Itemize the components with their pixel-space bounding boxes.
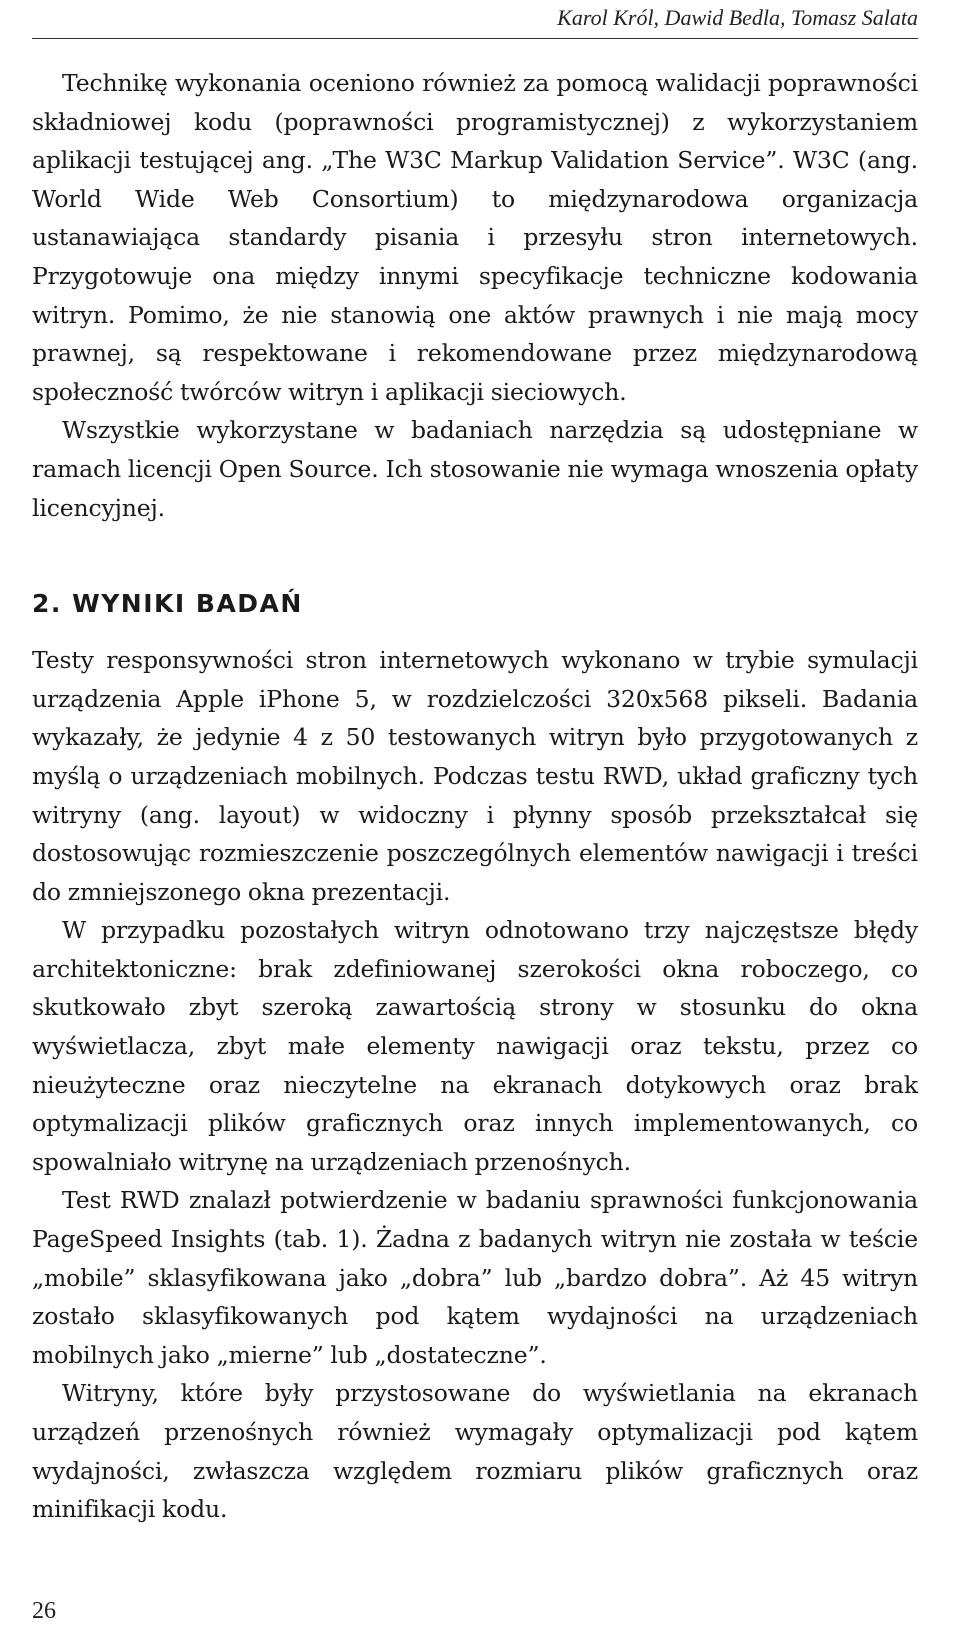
header-rule <box>32 38 918 39</box>
paragraph-validation: Technikę wykonania oceniono również za pomocą walidacji poprawności składniowej kodu (poprawności programistycznej) z wykorzystaniem aplikacji testującej ang. „The W3C Markup Validation Service”. W3C (ang. World Wide Web Consortium) to międzynarodowa organizacja ustanawiająca standardy pisania i przesyłu stron internetowych. Przygotowuje ona między innymi specyfikacje techniczne kodowania witryn. Pomimo, że nie stanowią one aktów prawnych i nie mają mocy prawnej, są respektowane i rekomendowane przez międzynarodową społeczność twórców witryn i aplikacji sieciowych. <box>32 69 918 406</box>
section-heading <box>32 589 918 619</box>
paragraph-open-source: Wszystkie wykorzystane w badaniach narzędzia są udostępniane w ramach licencji Open Source. Ich stosowanie nie wymaga wnoszenia opłaty licencyjnej. <box>32 416 918 522</box>
document-body <box>32 64 918 1529</box>
running-header-authors: Karol Król, Dawid Bedla, Tomasz Salata <box>557 5 918 30</box>
paragraph-optimization: Witryny, które były przystosowane do wyświetlania na ekranach urządzeń przenośnych również wymagały optymalizacji pod kątem wydajności, zwłaszcza względem rozmiaru plików graficznych oraz minifikacji kodu. <box>32 1379 918 1524</box>
paragraph-architecture-errors: W przypadku pozostałych witryn odnotowano trzy najczęstsze błędy architektoniczne: brak zdefiniowanej szerokości okna roboczego, co skutkowało zbyt szeroką zawartością strony w stosunku do okna wyświetlacza, zbyt małe elementy nawigacji oraz tekstu, przez co nieużyteczne oraz nieczytelne na ekranach dotykowych oraz brak optymalizacji plików graficznych oraz innych implementowanych, co spowalniało witrynę na urządzeniach przenośnych. <box>32 916 918 1176</box>
page-number: 26 <box>32 1598 56 1624</box>
paragraph-responsiveness-tests: Testy responsywności stron internetowych wykonano w trybie symulacji urządzenia Apple iPhone 5, w rozdzielczości 320x568 pikseli. Badania wykazały, że jedynie 4 z 50 testowanych witryn było przygotowanych z myślą o urządzeniach mobilnych. Podczas testu RWD, układ graficzny tych witryny (ang. layout) w widoczny i płynny sposób przekształcał się dostosowując rozmieszczenie poszczególnych elementów nawigacji i treści do zmniejszonego okna prezentacji. <box>32 646 918 906</box>
section-title: WYNIKI BADAŃ <box>72 589 303 619</box>
paragraph-pagespeed: Test RWD znalazł potwierdzenie w badaniu sprawności funkcjonowania PageSpeed Insights (tab. 1). Żadna z badanych witryn nie została w teście „mobile” sklasyfikowana jako „dobra” lub „bardzo dobra”. Aż 45 witryn zostało sklasyfikowanych pod kątem wydajności na urządzeniach mobilnych jako „mierne” lub „dostateczne”. <box>32 1186 918 1369</box>
section-number: 2. <box>32 589 62 619</box>
document-page <box>32 0 918 1638</box>
